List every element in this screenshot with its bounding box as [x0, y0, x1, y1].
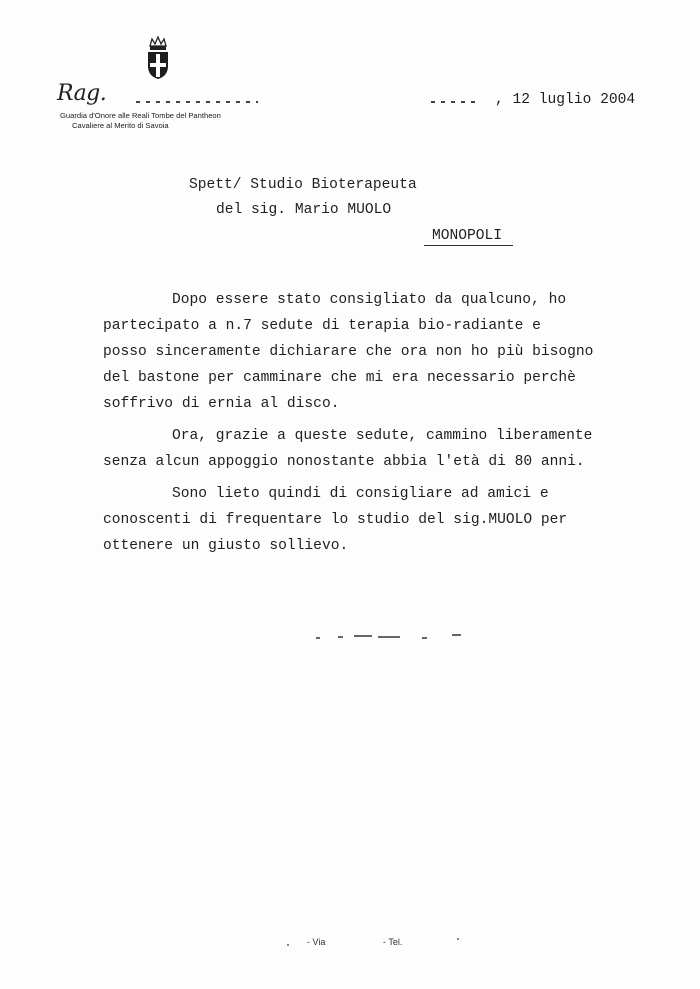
body-line: conoscenti di frequentare lo studio del sig.MUOLO per: [103, 512, 568, 528]
redacted-place: [431, 101, 481, 103]
body-line: soffrivo di ernia al disco.: [103, 396, 340, 412]
recipient-city: MONOPOLI: [432, 228, 503, 244]
recipient-line-1: Spett/ Studio Bioterapeuta: [189, 177, 417, 193]
footer-dot: [287, 944, 289, 946]
body-line: partecipato a n.7 sedute di terapia bio-radiante e: [103, 318, 541, 334]
savoy-crown-cross-shield-icon: [145, 36, 171, 80]
body-line: ottenere un giusto sollievo.: [103, 538, 349, 554]
honor-line-1: Guardia d'Onore alle Reali Tombe del Pantheon: [60, 111, 221, 120]
body-line: senza alcun appoggio nonostante abbia l'età di 80 anni.: [103, 454, 585, 470]
recipient-line-2: del sig. Mario MUOLO: [216, 202, 392, 218]
footer-dot: [457, 938, 459, 940]
redacted-signature: [316, 633, 466, 641]
letter-date: , 12 luglio 2004: [495, 92, 636, 108]
footer-tel: - Tel.: [383, 937, 403, 947]
honor-titles: [60, 111, 221, 131]
redacted-name: [136, 101, 258, 103]
body-line: Sono lieto quindi di consigliare ad amici e: [172, 486, 549, 502]
body-line: Dopo essere stato consigliato da qualcuno, ho: [172, 292, 567, 308]
body-line: Ora, grazie a queste sedute, cammino liberamente: [172, 428, 593, 444]
body-line: posso sinceramente dichiarare che ora non ho più bisogno: [103, 344, 594, 360]
city-underline: [424, 245, 513, 246]
honor-line-2: Cavaliere al Merito di Savoia: [72, 121, 169, 130]
body-line: del bastone per camminare che mi era necessario perchè: [103, 370, 576, 386]
footer-via: - Via: [307, 937, 326, 947]
title-prefix: Rag.: [57, 81, 107, 106]
